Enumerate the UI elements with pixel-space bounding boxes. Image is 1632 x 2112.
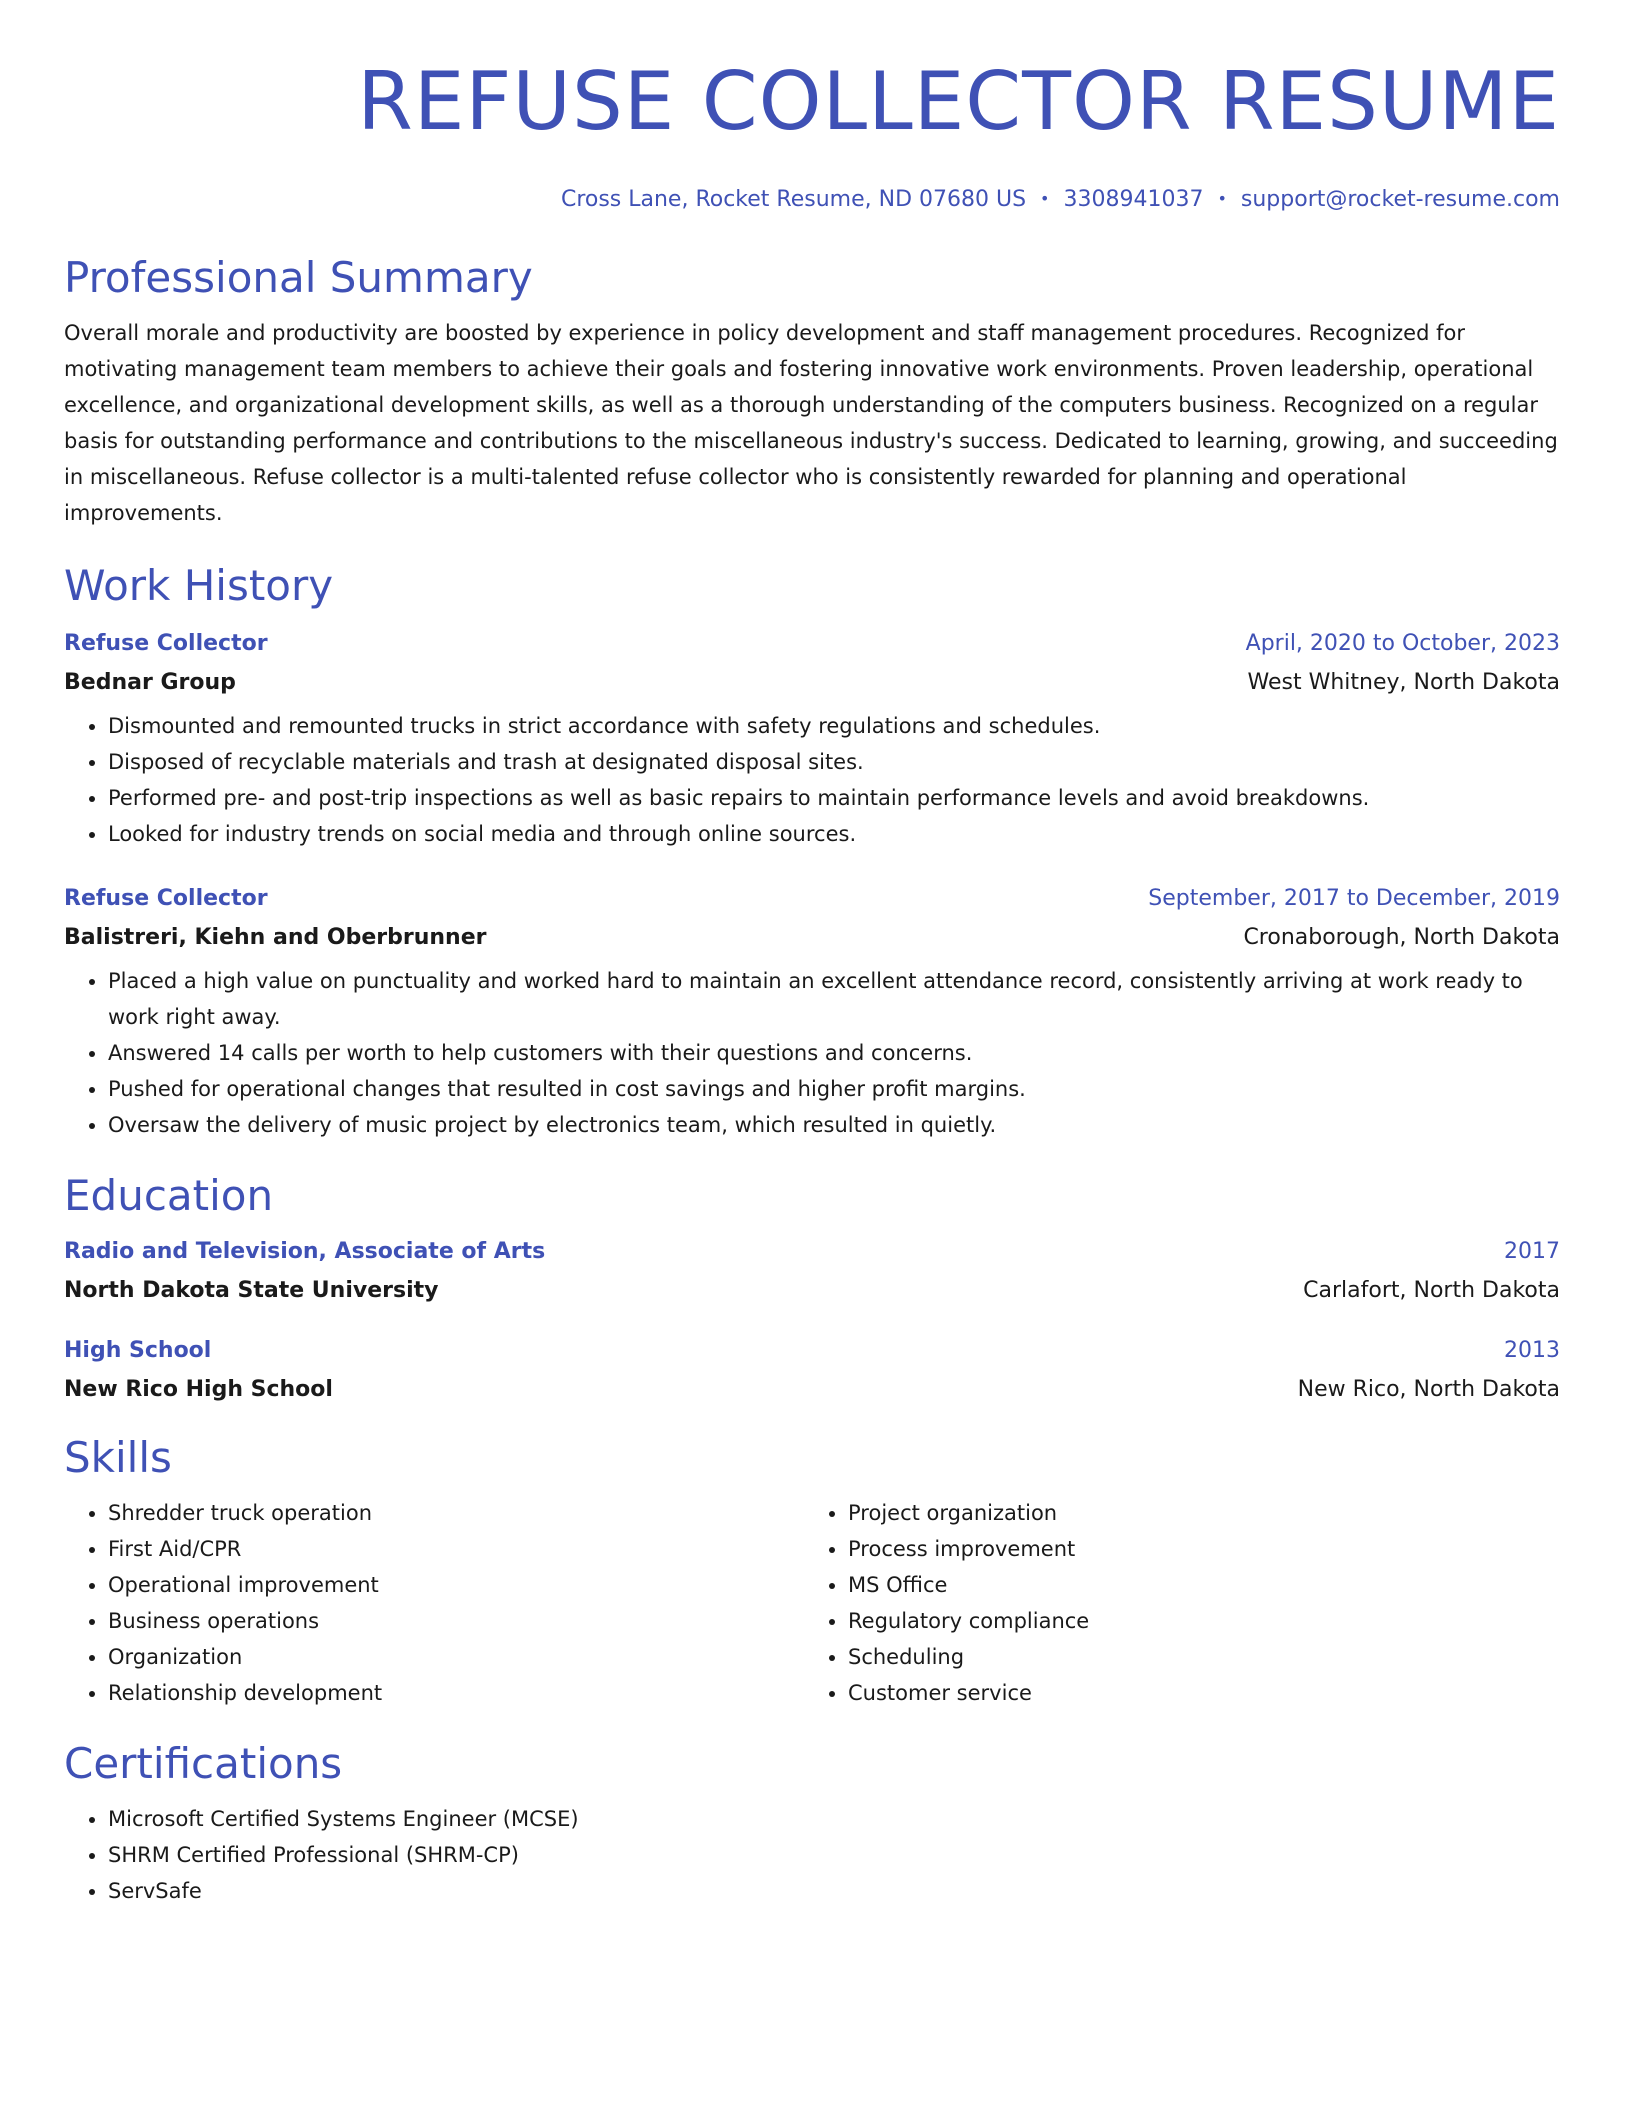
- resume-title: REFUSE COLLECTOR RESUME: [357, 55, 1560, 148]
- section-title-education: Education: [64, 1171, 274, 1220]
- list-item: • MS Office: [848, 1567, 1544, 1603]
- employer: Bednar Group: [64, 670, 236, 695]
- resume-page: [64, 0, 1560, 1909]
- job-location: Cronaborough, North Dakota: [1243, 925, 1560, 950]
- employer: Balistreri, Kiehn and Oberbrunner: [64, 925, 487, 950]
- list-item: • SHRM Certified Professional (SHRM-CP): [108, 1837, 1560, 1873]
- job-entry: [64, 629, 1560, 852]
- job-bullets: [64, 963, 1560, 1143]
- separator-dot: •: [1040, 189, 1050, 208]
- certifications-list: [64, 1801, 1560, 1909]
- list-item: • Microsoft Certified Systems Engineer (MCSE): [108, 1801, 1560, 1837]
- list-item: • Pushed for operational changes that resulted in cost savings and higher profit margins.: [108, 1071, 1560, 1107]
- education-entry: [64, 1336, 1560, 1405]
- list-item: • Business operations: [108, 1603, 804, 1639]
- job-title: Refuse Collector: [64, 631, 268, 656]
- phone: 3308941037: [1063, 187, 1204, 212]
- degree: Radio and Television, Associate of Arts: [64, 1239, 546, 1264]
- list-item: • Oversaw the delivery of music project by electronics team, which resulted in quietly.: [108, 1107, 1560, 1143]
- list-item: • Process improvement: [848, 1531, 1544, 1567]
- list-item: • Shredder truck operation: [108, 1495, 804, 1531]
- list-item: • Organization: [108, 1639, 804, 1675]
- job-dates: September, 2017 to December, 2019: [1148, 886, 1560, 911]
- section-title-skills: Skills: [64, 1433, 172, 1482]
- list-item: • Operational improvement: [108, 1567, 804, 1603]
- list-item: • Answered 14 calls per worth to help customers with their questions and concerns.: [108, 1035, 1560, 1071]
- list-item: • Placed a high value on punctuality and worked hard to maintain an excellent attendance record, consistently arriving at work ready to work right away.: [108, 963, 1560, 1035]
- skills-list: [64, 1495, 1560, 1711]
- school: North Dakota State University: [64, 1278, 439, 1303]
- education-entry: [64, 1237, 1560, 1306]
- school: New Rico High School: [64, 1377, 333, 1402]
- list-item: • Project organization: [848, 1495, 1544, 1531]
- list-item: • Scheduling: [848, 1639, 1544, 1675]
- job-entry: [64, 884, 1560, 1143]
- degree: High School: [64, 1338, 212, 1363]
- list-item: • Looked for industry trends on social media and through online sources.: [108, 816, 1560, 852]
- school-location: Carlafort, North Dakota: [1303, 1278, 1560, 1303]
- graduation-year: 2017: [1504, 1239, 1560, 1264]
- list-item: • Dismounted and remounted trucks in strict accordance with safety regulations and schedules.: [108, 708, 1560, 744]
- section-title-certifications: Certifications: [64, 1739, 343, 1788]
- list-item: • Performed pre- and post-trip inspections as well as basic repairs to maintain performance levels and avoid breakdowns.: [108, 780, 1560, 816]
- list-item: • Customer service: [848, 1675, 1544, 1711]
- section-title-work-history: Work History: [64, 561, 334, 610]
- job-title: Refuse Collector: [64, 886, 268, 911]
- email-link[interactable]: support@rocket-resume.com: [1240, 187, 1560, 212]
- contact-line: [64, 184, 1560, 215]
- separator-dot: •: [1217, 189, 1227, 208]
- address: Cross Lane, Rocket Resume, ND 07680 US: [560, 187, 1027, 212]
- list-item: • First Aid/CPR: [108, 1531, 804, 1567]
- school-location: New Rico, North Dakota: [1297, 1377, 1560, 1402]
- list-item: • Regulatory compliance: [848, 1603, 1544, 1639]
- job-dates: April, 2020 to October, 2023: [1245, 631, 1560, 656]
- summary-text: Overall morale and productivity are boosted by experience in policy development and staff management procedures. Recognized for motivating management team members to achieve their goals and fostering innovative work environments. Proven leadership, operational excellence, and organizational development skills, as well as a thorough understanding of the computers business. Recognized on a regular basis for outstanding performance and contributions to the miscellaneous industry's success. Dedicated to learning, growing, and succeeding in miscellaneous. Refuse collector is a multi-talented refuse collector who is consistently rewarded for planning and operational improvements.: [64, 321, 1558, 525]
- section-title-summary: Professional Summary: [64, 253, 533, 302]
- skills-column-right: [804, 1495, 1544, 1711]
- list-item: • Disposed of recyclable materials and trash at designated disposal sites.: [108, 744, 1560, 780]
- list-item: • Relationship development: [108, 1675, 804, 1711]
- graduation-year: 2013: [1504, 1338, 1560, 1363]
- job-location: West Whitney, North Dakota: [1247, 670, 1560, 695]
- list-item: • ServSafe: [108, 1873, 1560, 1909]
- job-bullets: [64, 708, 1560, 852]
- skills-column-left: [64, 1495, 804, 1711]
